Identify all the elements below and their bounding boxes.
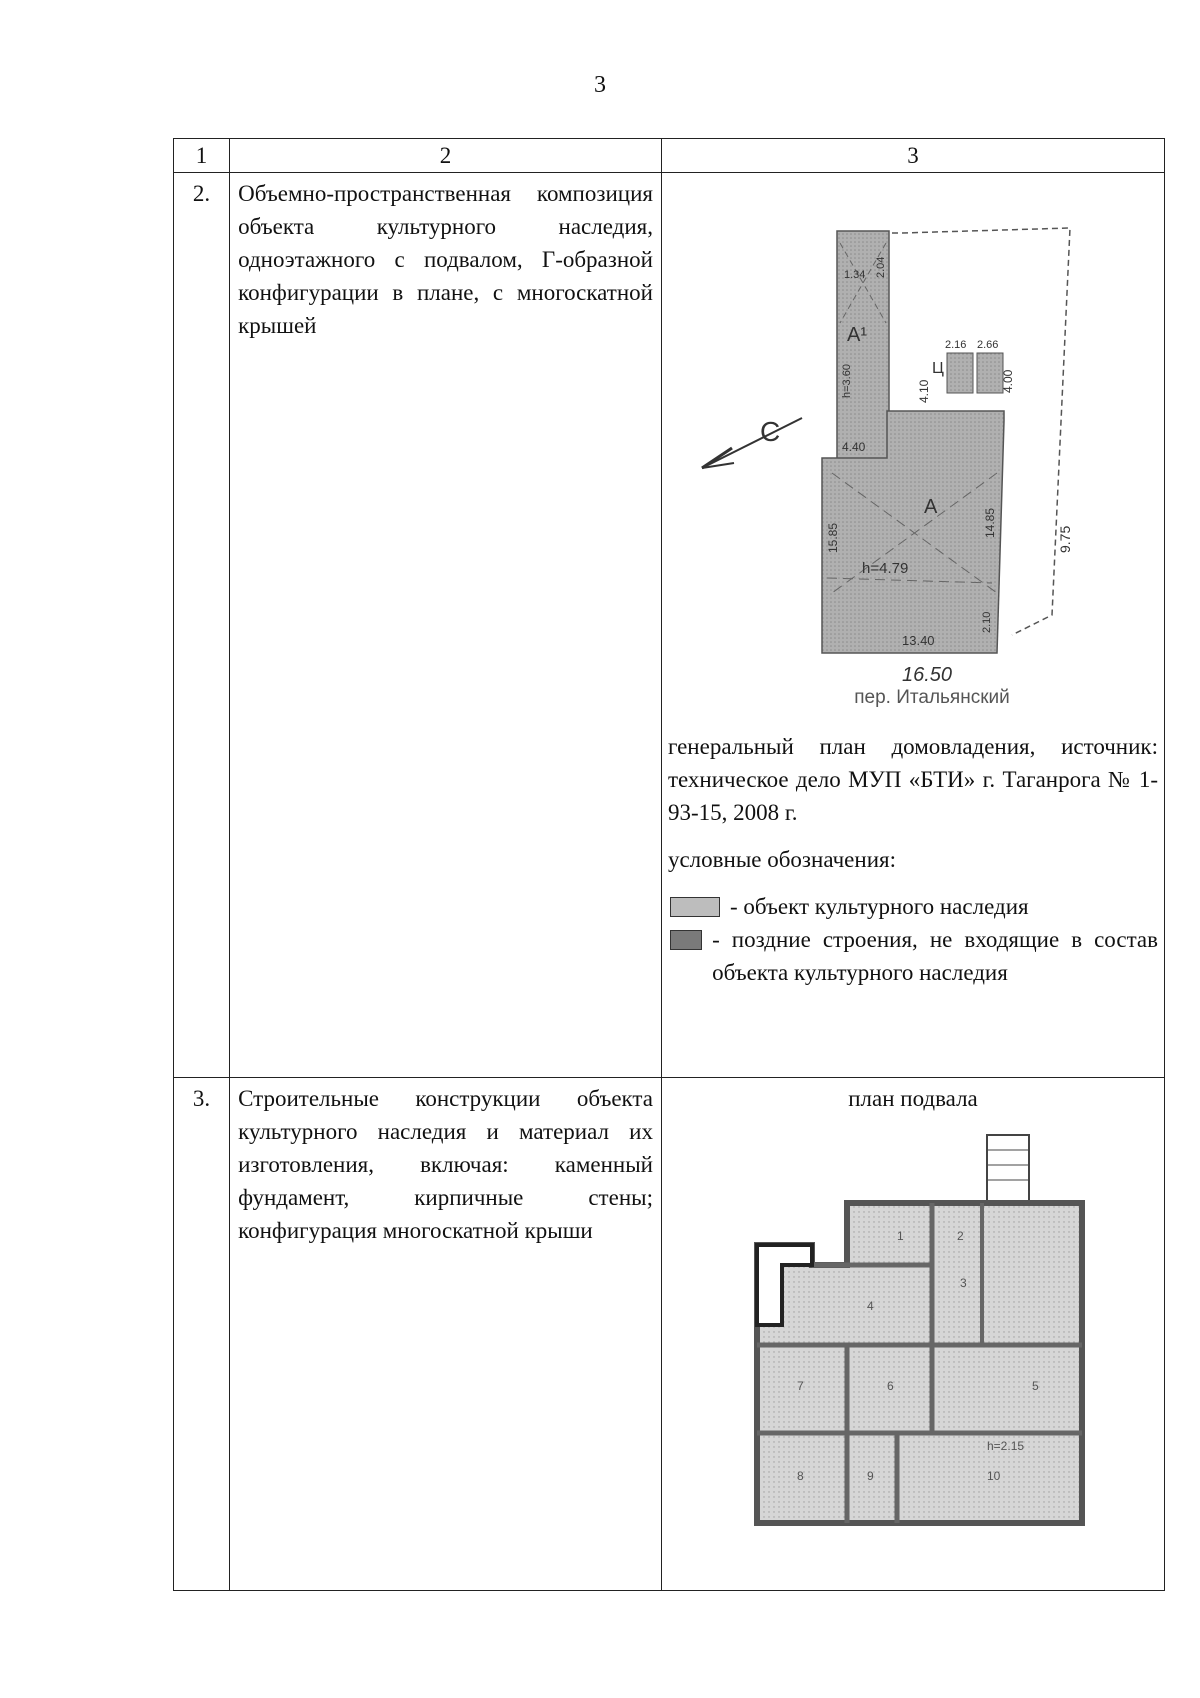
general-plan-drawing <box>662 173 1162 721</box>
room-label: 6 <box>886 1379 894 1393</box>
table-row <box>174 1078 1165 1591</box>
room-label: 9 <box>866 1469 874 1483</box>
room-label: 3 <box>959 1276 967 1290</box>
basement-plan-title: план подвала <box>848 1086 978 1111</box>
plan-label: 16.50 <box>901 664 953 686</box>
plan-label: 13.40 <box>901 633 935 648</box>
plan-label: 4.00 <box>1000 369 1015 393</box>
document-table <box>173 138 1165 1591</box>
header-cell-2: 2 <box>230 139 662 173</box>
header-cell-3: 3 <box>661 139 1164 173</box>
legend <box>662 890 1164 989</box>
table-row <box>174 173 1165 1078</box>
legend-title: условные обозначения: <box>667 847 896 872</box>
legend-item <box>662 890 1164 923</box>
room-label: 7 <box>796 1379 804 1393</box>
legend-swatch-later <box>670 930 702 950</box>
legend-text: - объект культурного наследия <box>729 894 1029 919</box>
plan-label: 2.16 <box>944 339 967 351</box>
plan-label: 4.10 <box>916 379 931 403</box>
row-number: 3. <box>174 1078 230 1591</box>
plan-label: 4.40 <box>841 440 866 454</box>
plan-label: h=3.60 <box>840 364 853 398</box>
plan-caption: генеральный план домовладения, источник: техническое дело МУП «БТИ» г. Таганрога № 1-93-15, 2008 г. <box>667 734 1158 825</box>
header-cell-1: 1 <box>174 139 230 173</box>
room-label: 5 <box>1031 1379 1039 1393</box>
room-label: 1 <box>896 1229 904 1243</box>
plan-label: 15.85 <box>825 522 840 553</box>
basement-plan-drawing <box>662 1115 1162 1555</box>
room-height: h=2.15 <box>986 1439 1025 1453</box>
plan-label: 2.04 <box>874 256 887 278</box>
room-label: 8 <box>796 1469 804 1483</box>
row-number: 2. <box>174 173 230 1078</box>
plan-label: 2.66 <box>976 339 999 351</box>
room-label: 10 <box>986 1469 1001 1483</box>
plan-cell <box>661 173 1164 1078</box>
plan-label: h=4.79 <box>861 560 909 577</box>
plan-label: 2.10 <box>980 611 993 633</box>
north-label: С <box>759 416 781 447</box>
legend-item <box>662 923 1164 989</box>
row-description: Строительные конструкции объекта культурного наследия и материал их изготовления, включая: каменный фундамент, кирпичные стены; конфигурация многоскатной крыши <box>230 1078 662 1591</box>
plan-label: Ц <box>931 360 944 377</box>
page-number: 3 <box>594 72 606 98</box>
table-header-row <box>174 139 1165 173</box>
street-name: пер. Итальянский <box>854 687 1010 708</box>
plan-label: 9.75 <box>1056 525 1073 553</box>
row-description: Объемно-пространственная композиция объекта культурного наследия, одноэтажного с подвалом, Г-образной конфигурации в плане, с многоскатной крышей <box>230 173 662 1078</box>
plan-label: А¹ <box>846 324 867 346</box>
plan-label: А <box>923 496 938 518</box>
room-label: 4 <box>866 1299 874 1313</box>
basement-plan-cell <box>661 1078 1164 1591</box>
plan-label: 14.85 <box>982 507 997 538</box>
room-label: 2 <box>956 1229 964 1243</box>
plan-label: 1.34 <box>843 269 866 281</box>
legend-swatch-heritage <box>670 897 720 917</box>
legend-text: - поздние строения, не входящие в состав объекта культурного наследия <box>712 927 1158 985</box>
